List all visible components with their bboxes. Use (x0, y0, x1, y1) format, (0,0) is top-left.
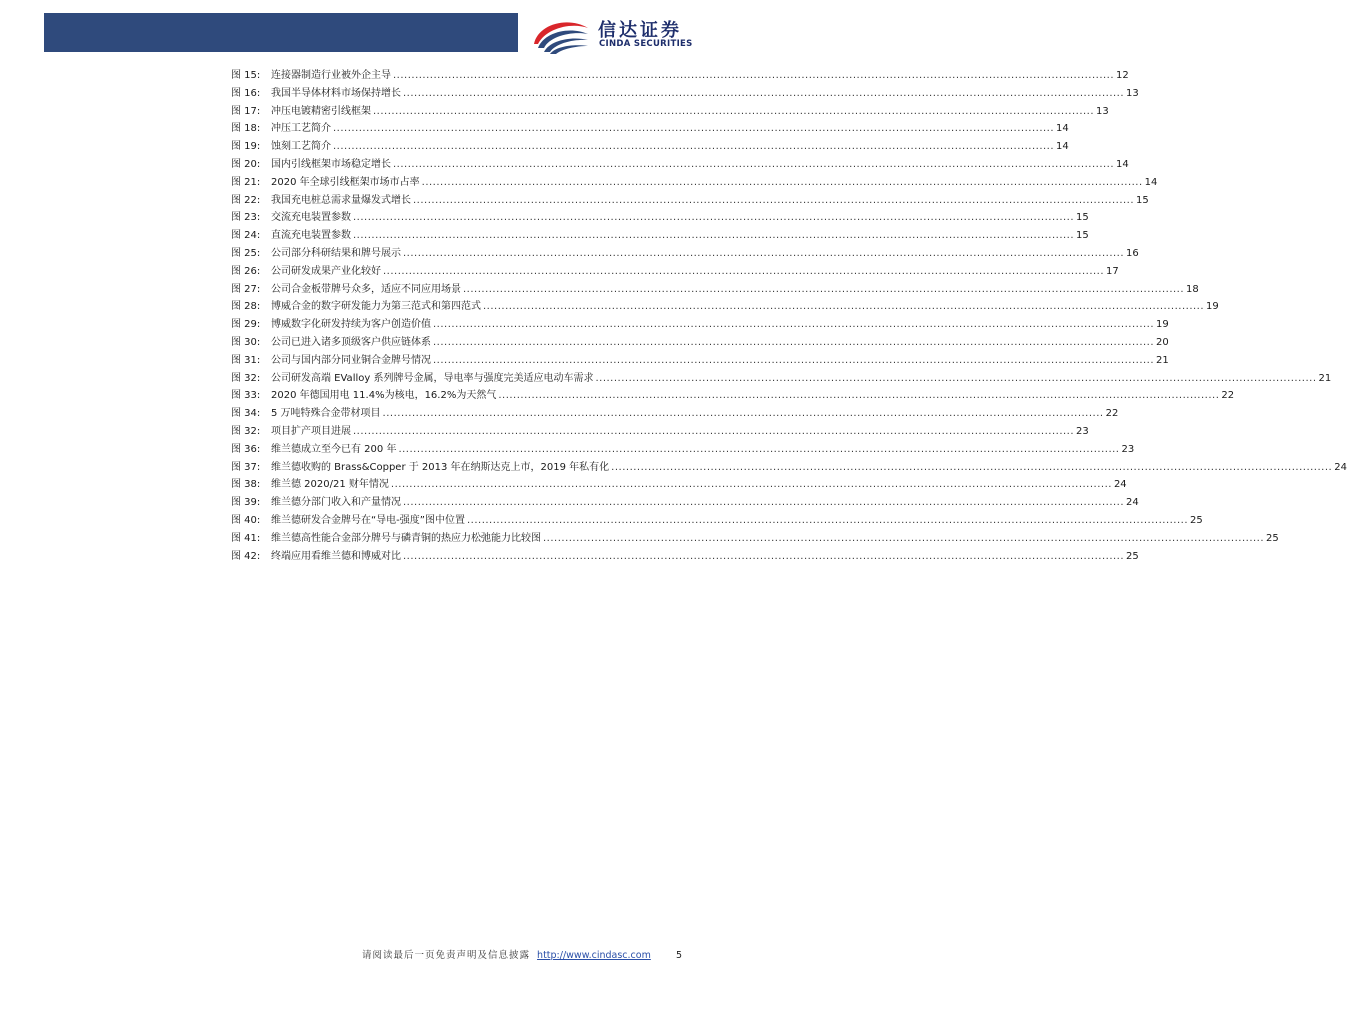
page-number: 24 (1113, 479, 1127, 491)
figure-title: 项目扩产项目进展 (271, 425, 351, 437)
page-number: 22 (1221, 390, 1235, 402)
leader-dots (393, 156, 1114, 174)
page-number: 17 (1106, 265, 1119, 277)
page-number: 21 (1156, 354, 1169, 366)
page-number: 19 (1206, 301, 1219, 313)
page-number: 12 (1116, 70, 1129, 81)
leader-dots (403, 494, 1124, 512)
cinda-logo-icon (528, 14, 592, 54)
page-number: 18 (1186, 283, 1199, 295)
figure-title: 连接器制造行业被外企主导 (271, 70, 391, 81)
toc-row[interactable] (231, 209, 1089, 227)
page-number: 14 (1116, 158, 1129, 170)
leader-dots (393, 67, 1114, 85)
toc-row[interactable] (231, 192, 1149, 210)
toc-row[interactable] (231, 370, 1332, 388)
figure-number: 图 39: (231, 497, 261, 509)
figure-title: 我国半导体材料市场保持增长 (271, 87, 401, 99)
page-number: 20 (1156, 336, 1169, 348)
figure-title: 终端应用看维兰德和博威对比 (271, 550, 401, 562)
figure-number: 图 40: (231, 514, 261, 526)
toc-row[interactable] (231, 67, 1129, 85)
figure-title: 维兰德高性能合金部分牌号与磷青铜的热应力松弛能力比较图 (271, 532, 541, 544)
page-number: 15 (1136, 194, 1149, 206)
leader-dots (413, 192, 1134, 210)
figure-title: 5 万吨特殊合金带材项目 (271, 408, 381, 420)
disclaimer-text: 请阅读最后一页免责声明及信息披露 (362, 950, 531, 961)
page-number: 21 (1318, 372, 1332, 384)
figure-title: 公司与国内部分同业铜合金牌号情况 (271, 354, 431, 366)
logo-english-name: CINDA SECURITIES (599, 39, 693, 49)
page-number: 23 (1076, 425, 1089, 437)
figure-title: 直流充电装置参数 (271, 230, 351, 242)
figure-title: 冲压电镀精密引线框架 (271, 105, 371, 117)
leader-dots (383, 405, 1104, 423)
leader-dots (373, 103, 1094, 121)
figure-number: 图 27: (231, 283, 261, 295)
figure-list (231, 67, 1347, 565)
toc-row[interactable] (231, 476, 1127, 494)
figure-title: 维兰德研发合金牌号在“导电-强度”图中位置 (271, 514, 465, 526)
toc-row[interactable] (231, 156, 1129, 174)
page-number: 14 (1144, 176, 1158, 188)
page-number: 13 (1126, 87, 1139, 99)
footer-page-number: 5 (675, 950, 682, 961)
leader-dots (353, 423, 1074, 441)
leader-dots (353, 209, 1074, 227)
figure-title: 公司部分科研结果和牌号展示 (271, 247, 401, 259)
toc-row[interactable] (231, 423, 1089, 441)
figure-title: 公司合金板带牌号众多，适应不同应用场景 (271, 283, 461, 295)
figure-number: 图 32: (231, 425, 261, 437)
leader-dots (353, 227, 1074, 245)
figure-title: 我国充电桩总需求量爆发式增长 (271, 194, 411, 206)
figure-number: 图 31: (231, 354, 261, 366)
figure-number: 图 23: (231, 212, 261, 224)
figure-number: 图 28: (231, 301, 261, 313)
leader-dots (403, 85, 1124, 103)
page-number: 23 (1121, 443, 1135, 455)
logo-chinese-name: 信达证券 (598, 20, 682, 41)
figure-number: 图 16: (231, 87, 261, 99)
company-logo (528, 14, 708, 54)
page-number: 16 (1126, 247, 1139, 259)
toc-row[interactable] (231, 174, 1158, 192)
toc-row[interactable] (231, 298, 1219, 316)
figure-number: 图 17: (231, 105, 261, 117)
page-number: 13 (1096, 105, 1109, 117)
leader-dots (391, 476, 1112, 494)
leader-dots (543, 530, 1264, 548)
leader-dots (383, 263, 1104, 281)
toc-row[interactable] (231, 316, 1169, 334)
figure-title: 2020 年全球引线框架市场市占率 (271, 176, 420, 188)
header-band (44, 13, 518, 52)
figure-title: 公司已进入诸多顶级客户供应链体系 (271, 336, 431, 348)
figure-number: 图 37: (231, 461, 261, 473)
figure-number: 图 22: (231, 194, 261, 206)
page-number: 19 (1156, 319, 1169, 331)
page-number: 14 (1056, 141, 1069, 153)
figure-title: 博威数字化研发持续为客户创造价值 (271, 319, 431, 331)
figure-title: 维兰德分部门收入和产量情况 (271, 497, 401, 509)
page-number: 25 (1266, 532, 1279, 544)
toc-row[interactable] (231, 85, 1139, 103)
figure-number: 图 25: (231, 247, 261, 259)
figure-title: 维兰德收购的 Brass&Copper 于 2013 年在纳斯达克上市，2019 年私有化 (271, 461, 610, 473)
figure-number: 图 21: (231, 176, 261, 188)
toc-row[interactable] (231, 334, 1169, 352)
leader-dots (403, 245, 1124, 263)
toc-row[interactable] (231, 441, 1135, 459)
toc-row[interactable] (231, 548, 1139, 566)
figure-number: 图 20: (231, 158, 261, 170)
figure-title: 冲压工艺简介 (271, 123, 331, 135)
toc-row[interactable] (231, 263, 1119, 281)
toc-row[interactable] (231, 138, 1069, 156)
page-number: 14 (1056, 123, 1069, 135)
leader-dots (433, 334, 1154, 352)
toc-row[interactable] (231, 281, 1199, 299)
leader-dots (611, 459, 1332, 477)
leader-dots (467, 512, 1188, 530)
page-footer (362, 948, 682, 964)
figure-number: 图 15: (231, 70, 261, 81)
figure-number: 图 36: (231, 443, 261, 455)
toc-row[interactable] (231, 120, 1069, 138)
toc-row[interactable] (231, 405, 1119, 423)
leader-dots (333, 120, 1054, 138)
page-number: 22 (1105, 408, 1119, 420)
toc-row[interactable] (231, 387, 1235, 405)
page-number: 15 (1076, 212, 1089, 224)
toc-row[interactable] (231, 103, 1109, 121)
leader-dots (422, 174, 1143, 192)
figure-number: 图 18: (231, 123, 261, 135)
toc-row[interactable] (231, 227, 1089, 245)
toc-row[interactable] (231, 530, 1279, 548)
toc-row[interactable] (231, 512, 1203, 530)
figure-number: 图 30: (231, 336, 261, 348)
figure-title: 国内引线框架市场稳定增长 (271, 158, 391, 170)
leader-dots (595, 370, 1316, 388)
figure-number: 图 33: (231, 390, 261, 402)
leader-dots (463, 281, 1184, 299)
toc-row[interactable] (231, 494, 1139, 512)
figure-title: 蚀刻工艺简介 (271, 141, 331, 153)
page-number: 25 (1190, 514, 1203, 526)
figure-number: 图 34: (231, 408, 261, 420)
leader-dots (433, 352, 1154, 370)
page-number: 24 (1334, 461, 1347, 473)
figure-title: 维兰德 2020/21 财年情况 (271, 479, 389, 491)
toc-row[interactable] (231, 245, 1139, 263)
figure-number: 图 26: (231, 265, 261, 277)
figure-number: 图 19: (231, 141, 261, 153)
leader-dots (483, 298, 1204, 316)
toc-row[interactable] (231, 352, 1169, 370)
leader-dots (498, 387, 1219, 405)
figure-number: 图 32: (231, 372, 261, 384)
figure-title: 公司研发成果产业化较好 (271, 265, 381, 277)
figure-number: 图 38: (231, 479, 261, 491)
figure-number: 图 24: (231, 230, 261, 242)
figure-title: 维兰德成立至今已有 200 年 (271, 443, 397, 455)
figure-title: 公司研发高端 EValloy 系列牌号金属，导电率与强度完美适应电动车需求 (271, 372, 594, 384)
leader-dots (333, 138, 1054, 156)
figure-number: 图 41: (231, 532, 261, 544)
page-number: 24 (1126, 497, 1139, 509)
toc-row[interactable] (231, 459, 1347, 477)
website-link[interactable]: http://www.cindasc.com (537, 950, 651, 961)
figure-title: 交流充电装置参数 (271, 212, 351, 224)
figure-number: 图 42: (231, 550, 261, 562)
leader-dots (403, 548, 1124, 566)
figure-title: 2020 年德国用电 11.4%为核电，16.2%为天然气 (271, 390, 497, 402)
figure-number: 图 29: (231, 319, 261, 331)
page-number: 25 (1126, 550, 1139, 562)
page-number: 15 (1076, 230, 1089, 242)
leader-dots (433, 316, 1154, 334)
leader-dots (398, 441, 1119, 459)
figure-title: 博威合金的数字研发能力为第三范式和第四范式 (271, 301, 481, 313)
